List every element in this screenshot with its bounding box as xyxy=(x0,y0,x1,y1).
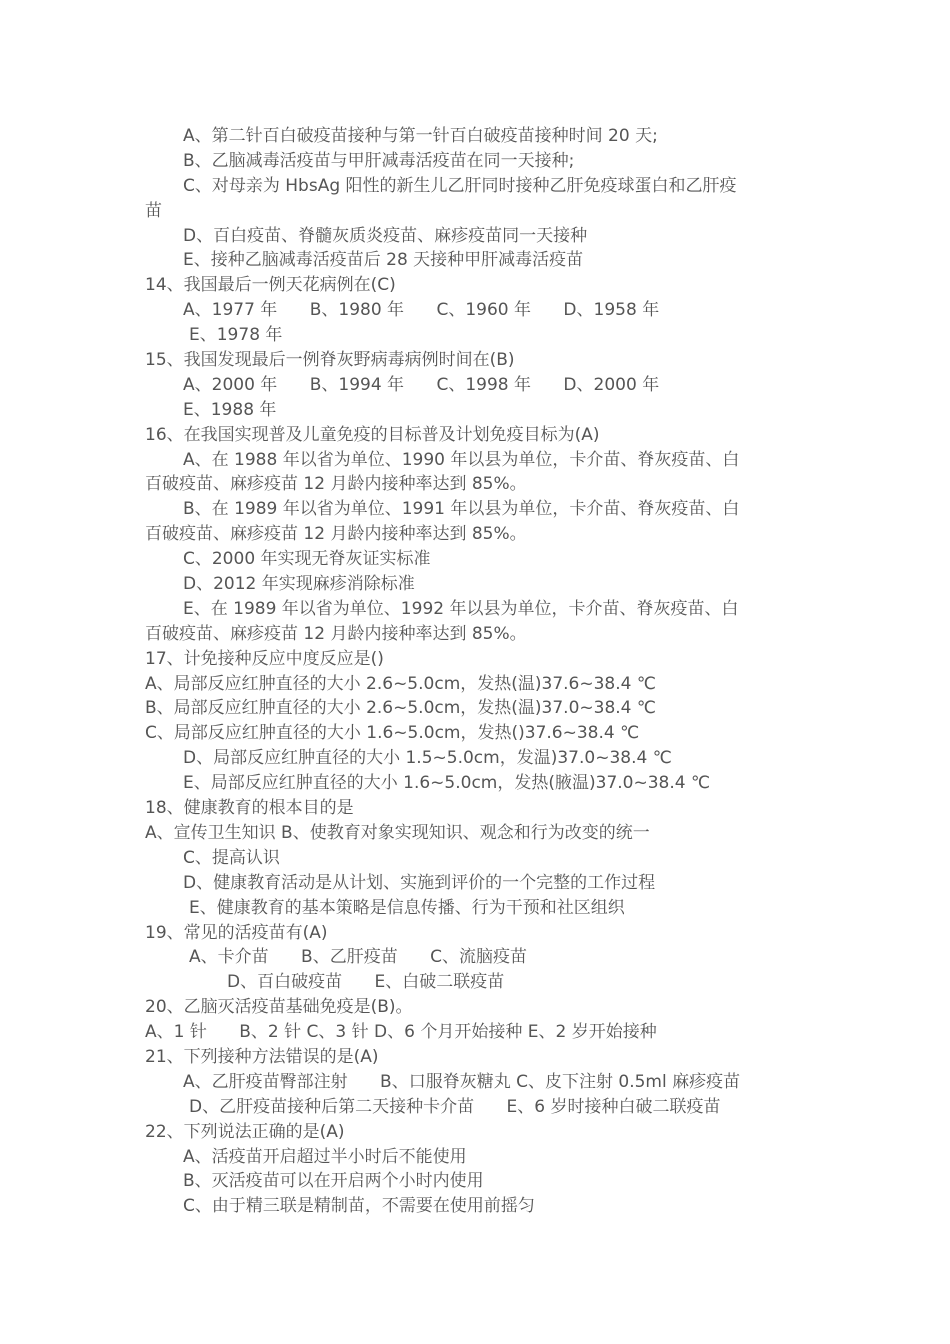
text-line: A、在 1988 年以省为单位、1990 年以县为单位，卡介苗、脊灰疫苗、白 xyxy=(183,449,740,470)
text-line: 17、计免接种反应中度反应是() xyxy=(145,648,384,669)
text-line: A、1977 年 B、1980 年 C、1960 年 D、1958 年 xyxy=(183,300,660,321)
text-line: A、宣传卫生知识 B、使教育对象实现知识、观念和行为改变的统一 xyxy=(145,822,650,843)
text-line: A、2000 年 B、1994 年 C、1998 年 D、2000 年 xyxy=(183,374,660,395)
text-line: C、由于精三联是精制苗，不需要在使用前摇匀 xyxy=(183,1196,535,1217)
text-line: A、1 针 B、2 针 C、3 针 D、6 个月开始接种 E、2 岁开始接种 xyxy=(145,1022,657,1043)
text-line: 15、我国发现最后一例脊灰野病毒病例时间在(B) xyxy=(145,350,515,371)
text-line: 苗 xyxy=(145,200,162,221)
text-line: D、2012 年实现麻疹消除标准 xyxy=(183,574,415,595)
text-line: C、局部反应红肿直径的大小 1.6~5.0cm，发热()37.6~38.4 ℃ xyxy=(145,723,640,744)
text-line: B、在 1989 年以省为单位、1991 年以县为单位，卡介苗、脊灰疫苗、白 xyxy=(183,499,740,520)
text-line: 百破疫苗、麻疹疫苗 12 月龄内接种率达到 85%。 xyxy=(145,474,527,495)
text-line: D、百白疫苗、脊髓灰质炎疫苗、麻疹疫苗同一天接种 xyxy=(183,225,588,246)
text-line: 21、下列接种方法错误的是(A) xyxy=(145,1046,379,1067)
text-line: 百破疫苗、麻疹疫苗 12 月龄内接种率达到 85%。 xyxy=(145,524,527,545)
text-line: A、卡介苗 B、乙肝疫苗 C、流脑疫苗 xyxy=(189,947,528,968)
text-line: B、灭活疫苗可以在开启两个小时内使用 xyxy=(183,1171,484,1192)
text-line: C、对母亲为 HbsAg 阳性的新生儿乙肝同时接种乙肝免疫球蛋白和乙肝疫 xyxy=(183,175,737,196)
text-line: C、提高认识 xyxy=(183,847,280,868)
text-line: 16、在我国实现普及儿童免疫的目标普及计划免疫目标为(A) xyxy=(145,424,600,445)
text-line: D、健康教育活动是从计划、实施到评价的一个完整的工作过程 xyxy=(183,872,656,893)
text-line: 19、常见的活疫苗有(A) xyxy=(145,922,328,943)
text-line: B、乙脑减毒活疫苗与甲肝减毒活疫苗在同一天接种; xyxy=(183,150,575,171)
text-line: D、百白破疫苗 E、白破二联疫苗 xyxy=(227,972,505,993)
text-line: D、乙肝疫苗接种后第二天接种卡介苗 E、6 岁时接种白破二联疫苗 xyxy=(189,1096,721,1117)
text-line: C、2000 年实现无脊灰证实标准 xyxy=(183,549,431,570)
text-line: B、局部反应红肿直径的大小 2.6~5.0cm，发热(温)37.0~38.4 ℃ xyxy=(145,698,656,719)
text-line: A、第二针百白破疫苗接种与第一针百白破疫苗接种时间 20 天; xyxy=(183,126,658,146)
text-line: E、局部反应红肿直径的大小 1.6~5.0cm，发热(腋温)37.0~38.4 ℃ xyxy=(183,773,711,794)
text-line: E、接种乙脑减毒活疫苗后 28 天接种甲肝减毒活疫苗 xyxy=(183,250,584,271)
text-line: 百破疫苗、麻疹疫苗 12 月龄内接种率达到 85%。 xyxy=(145,623,527,644)
text-line: A、活疫苗开启超过半小时后不能使用 xyxy=(183,1146,467,1167)
text-line: 14、我国最后一例天花病例在(C) xyxy=(145,275,396,296)
text-line: 20、乙脑灭活疫苗基础免疫是(B)。 xyxy=(145,997,413,1018)
text-line: A、局部反应红肿直径的大小 2.6~5.0cm，发热(温)37.6~38.4 ℃ xyxy=(145,673,656,694)
text-line: E、在 1989 年以省为单位、1992 年以县为单位，卡介苗、脊灰疫苗、白 xyxy=(183,598,739,619)
text-line: E、1988 年 xyxy=(183,399,277,420)
document-body xyxy=(145,124,815,1219)
text-line: E、健康教育的基本策略是信息传播、行为干预和社区组织 xyxy=(189,897,625,918)
text-line: 18、健康教育的根本目的是 xyxy=(145,798,354,819)
text-line: 22、下列说法正确的是(A) xyxy=(145,1121,345,1142)
text-line: D、局部反应红肿直径的大小 1.5~5.0cm，发温)37.0~38.4 ℃ xyxy=(183,748,672,769)
text-line: A、乙肝疫苗臀部注射 B、口服脊灰糖丸 C、皮下注射 0.5ml 麻疹疫苗 xyxy=(183,1071,741,1092)
text-line: E、1978 年 xyxy=(189,325,283,346)
